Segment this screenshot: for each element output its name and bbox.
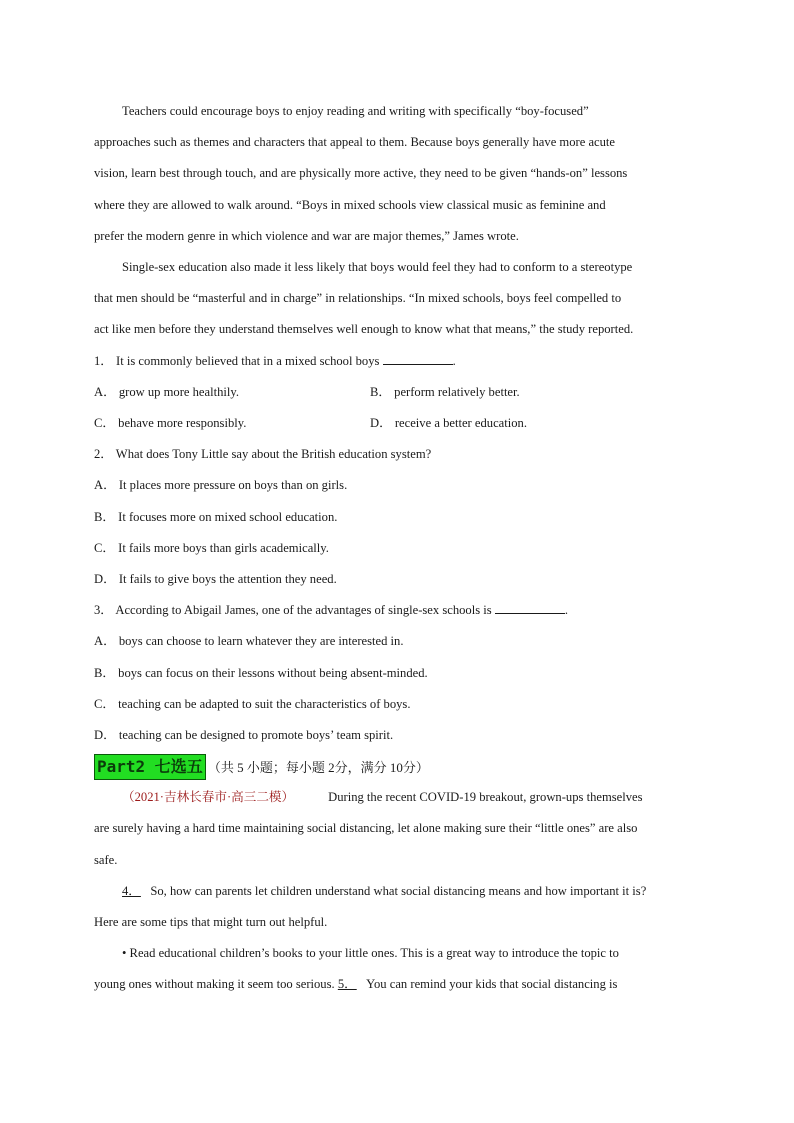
option-c: C． behave more responsibly. — [94, 416, 247, 431]
part2-passage — [94, 782, 706, 1000]
text-line: prefer the modern genre in which violence and war are major themes,” James wrote. — [94, 228, 519, 243]
question-stem — [94, 346, 706, 377]
option-d: D． teaching can be designed to promote boys’ team spirit. — [94, 728, 394, 743]
option-d: D． It fails to give boys the attention they need. — [94, 572, 337, 587]
question-end: . — [452, 353, 456, 368]
option-a: A． boys can choose to learn whatever they are interested in. — [94, 634, 404, 649]
answer-blank — [495, 601, 565, 614]
text-line: act like men before they understand themselves well enough to know what that means,” the study reported. — [94, 322, 634, 337]
question-1 — [94, 346, 706, 440]
option-a: A． It places more pressure on boys than on girls. — [94, 478, 348, 493]
text-line: that men should be “masterful and in charge” in relationships. “In mixed schools, boys feel compelled to — [94, 291, 622, 306]
text-line: approaches such as themes and characters that appeal to them. Because boys generally have more acute — [94, 135, 616, 150]
blank-5: 5． — [337, 977, 357, 992]
line-text: young ones without making it seem too serious. — [94, 977, 335, 992]
option-c: C． teaching can be adapted to suit the characteristics of boys. — [94, 696, 411, 711]
question-text: 3． According to Abigail James, one of the advantages of single-sex schools is — [94, 603, 492, 618]
question-3 — [94, 595, 706, 751]
text-line — [94, 876, 706, 907]
question-2 — [94, 439, 706, 595]
option-a: A． grow up more healthily. — [94, 384, 240, 399]
option-row — [94, 408, 706, 439]
text-line: Single-sex education also made it less likely that boys would feel they had to conform to a stereotype — [122, 260, 633, 275]
question-stem — [94, 595, 706, 626]
option-d: D． receive a better education. — [370, 416, 527, 431]
question-text: 1． It is commonly believed that in a mixed school boys — [94, 353, 380, 368]
intro-text: During the recent COVID-19 breakout, grown-ups themselves — [328, 790, 643, 805]
option-c: C． It fails more boys than girls academically. — [94, 540, 329, 555]
line-text: You can remind your kids that social distancing is — [366, 977, 618, 992]
option-row — [94, 377, 706, 408]
answer-blank — [383, 352, 453, 365]
part2-badge: Part2 七选五 — [94, 754, 206, 780]
part2-heading — [94, 751, 706, 782]
text-line: • Read educational children’s books to your little ones. This is a great way to introduce the topic to — [122, 946, 619, 961]
document-page — [94, 96, 706, 1001]
text-line: where they are allowed to walk around. “Boys in mixed schools view classical music as feminine and — [94, 197, 606, 212]
text-line — [94, 782, 706, 813]
line-text: So, how can parents let children understand what social distancing means and how important it is? — [150, 883, 647, 898]
text-line: Here are some tips that might turn out helpful. — [94, 915, 328, 930]
text-line: are surely having a hard time maintaining social distancing, let alone making sure their “little ones” are also — [94, 821, 638, 836]
question-end: . — [564, 603, 568, 618]
paragraph-1 — [94, 96, 706, 252]
option-b: B． It focuses more on mixed school education. — [94, 509, 338, 524]
text-line — [94, 969, 706, 1000]
blank-4: 4． — [122, 883, 141, 898]
text-line: vision, learn best through touch, and are physically more active, they need to be given “hands-on” lessons — [94, 166, 628, 181]
part2-score-note: （共 5 小题；每小题 2分，满分 10分） — [207, 760, 429, 776]
question-stem: 2． What does Tony Little say about the British education system? — [94, 447, 432, 462]
text-line: safe. — [94, 852, 118, 867]
text-line: Teachers could encourage boys to enjoy reading and writing with specifically “boy-focused” — [122, 104, 589, 118]
option-b: B． boys can focus on their lessons without being absent-minded. — [94, 665, 428, 680]
option-b: B． perform relatively better. — [370, 384, 520, 399]
paragraph-2 — [94, 252, 706, 346]
source-label: （2021·吉林长春市·高三二模） — [122, 790, 295, 805]
